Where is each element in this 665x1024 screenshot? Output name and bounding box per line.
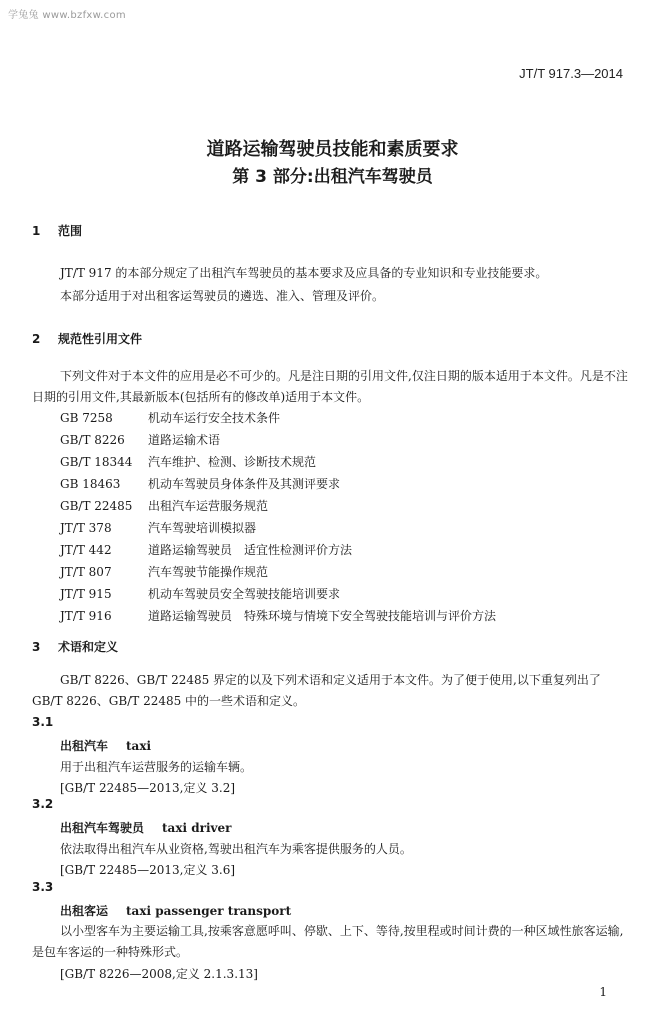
section-number: 1 xyxy=(32,224,41,238)
section-title: 范围 xyxy=(58,224,83,238)
term-heading xyxy=(60,902,291,919)
term-chinese: 出租汽车 xyxy=(60,739,109,753)
term-source: [GB/T 8226—2008,定义 2.1.3.13] xyxy=(60,967,258,981)
term-heading xyxy=(60,737,151,754)
reference-code: GB/T 8226 xyxy=(60,433,125,447)
reference-row xyxy=(60,563,268,580)
section-1-heading xyxy=(32,222,82,239)
section-3-heading xyxy=(32,638,118,655)
reference-title: 机动车驾驶员安全驾驶技能培训要求 xyxy=(148,587,341,601)
reference-code: JT/T 807 xyxy=(60,565,112,579)
term-chinese: 出租汽车驾驶员 xyxy=(60,821,145,835)
section-number: 2 xyxy=(32,332,41,346)
watermark-text: 学兔兔 www.bzfxw.com xyxy=(8,10,126,21)
reference-title: 机动车驾驶员身体条件及其测评要求 xyxy=(148,477,341,491)
section-title: 规范性引用文件 xyxy=(58,332,143,346)
term-definition: 用于出租汽车运营服务的运输车辆。 xyxy=(60,760,253,774)
term-definition: 依法取得出租汽车从业资格,驾驶出租汽车为乘客提供服务的人员。 xyxy=(60,842,412,856)
reference-title: 道路运输驾驶员 适宜性检测评价方法 xyxy=(148,543,353,557)
term-heading xyxy=(60,819,231,836)
term-number: 3.2 xyxy=(32,797,54,811)
page-number: 1 xyxy=(599,985,607,999)
reference-row xyxy=(60,497,268,514)
reference-code: JT/T 378 xyxy=(60,521,112,535)
term-definition: 以小型客车为主要运输工具,按乘客意愿呼叫、停歇、上下、等待,按里程或时间计费的一种区域性旅客运输,是包车客运的一种特殊形式。 xyxy=(32,924,624,959)
reference-row xyxy=(60,541,352,558)
reference-row xyxy=(60,607,496,624)
reference-code: GB/T 18344 xyxy=(60,455,133,469)
reference-row xyxy=(60,409,280,426)
term-number: 3.1 xyxy=(32,715,54,729)
term-number: 3.3 xyxy=(32,880,54,894)
reference-code: JT/T 442 xyxy=(60,543,112,557)
term-chinese: 出租客运 xyxy=(60,904,109,918)
reference-code: JT/T 915 xyxy=(60,587,112,601)
section-title: 术语和定义 xyxy=(58,640,119,654)
reference-row xyxy=(60,431,220,448)
section-3-intro: GB/T 8226、GB/T 22485 界定的以及下列术语和定义适用于本文件。为了便于使用,以下重复列出了 GB/T 8226、GB/T 22485 中的一些术语和定义。 xyxy=(32,673,601,708)
section-2-heading xyxy=(32,330,142,347)
document-title: 道路运输驾驶员技能和素质要求 xyxy=(206,139,459,160)
reference-row xyxy=(60,585,340,602)
section-1-paragraph-1: JT/T 917 的本部分规定了出租汽车驾驶员的基本要求及应具备的专业知识和专业技能要求。 xyxy=(60,266,548,280)
section-2-intro: 下列文件对于本文件的应用是必不可少的。凡是注日期的引用文件,仅注日期的版本适用于本文件。凡是不注日期的引用文件,其最新版本(包括所有的修改单)适用于本文件。 xyxy=(32,369,628,404)
reference-code: GB/T 22485 xyxy=(60,499,133,513)
reference-row xyxy=(60,475,340,492)
reference-title: 汽车驾驶培训模拟器 xyxy=(148,521,257,535)
reference-code: JT/T 916 xyxy=(60,609,112,623)
section-1-paragraph-2: 本部分适用于对出租客运驾驶员的遴选、准入、管理及评价。 xyxy=(60,289,385,303)
reference-title: 汽车驾驶节能操作规范 xyxy=(148,565,269,579)
standard-number: JT/T 917.3—2014 xyxy=(519,66,623,81)
reference-title: 道路运输术语 xyxy=(148,433,221,447)
reference-row xyxy=(60,519,256,536)
reference-title: 道路运输驾驶员 特殊环境与情境下安全驾驶技能培训与评价方法 xyxy=(148,609,497,623)
term-english: taxi driver xyxy=(162,821,232,835)
reference-code: GB 18463 xyxy=(60,477,121,491)
reference-title: 出租汽车运营服务规范 xyxy=(148,499,269,513)
reference-row xyxy=(60,453,316,470)
section-number: 3 xyxy=(32,640,41,654)
document-subtitle: 第 3 部分:出租汽车驾驶员 xyxy=(232,167,433,187)
term-english: taxi passenger transport xyxy=(126,904,292,918)
reference-title: 汽车维护、检测、诊断技术规范 xyxy=(148,455,317,469)
reference-code: GB 7258 xyxy=(60,411,113,425)
term-english: taxi xyxy=(126,739,152,753)
term-source: [GB/T 22485—2013,定义 3.6] xyxy=(60,863,236,877)
term-source: [GB/T 22485—2013,定义 3.2] xyxy=(60,781,236,795)
reference-title: 机动车运行安全技术条件 xyxy=(148,411,281,425)
